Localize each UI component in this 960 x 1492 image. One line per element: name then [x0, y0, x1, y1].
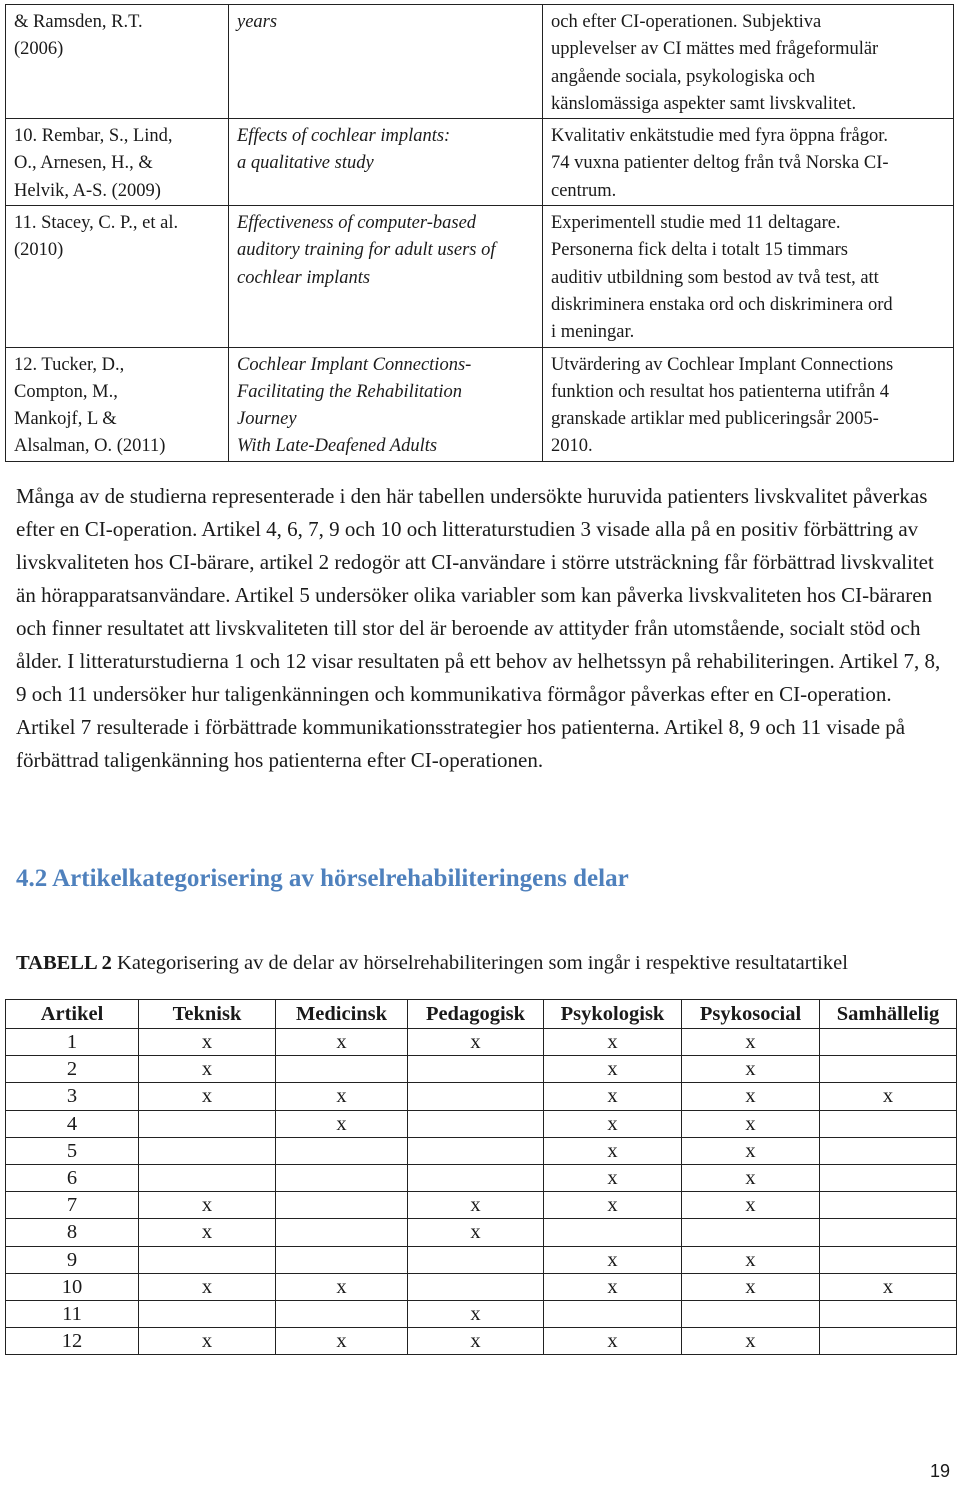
- category-mark-cell: x: [682, 1273, 820, 1300]
- category-mark-cell: x: [682, 1029, 820, 1056]
- category-mark-cell: x: [682, 1056, 820, 1083]
- category-mark-cell: [276, 1056, 408, 1083]
- reference-table: [5, 4, 954, 462]
- title-cell-line: Journey: [237, 409, 297, 430]
- table-row: [6, 1246, 957, 1273]
- method-cell-line: Kvalitativ enkätstudie med fyra öppna frågor.: [551, 126, 889, 147]
- category-table-header-row: [6, 1000, 957, 1029]
- table-row: [6, 1300, 957, 1327]
- category-mark-cell: [820, 1029, 957, 1056]
- article-number-cell: 5: [6, 1137, 139, 1164]
- column-header: Artikel: [6, 1000, 139, 1029]
- author-cell-line: & Ramsden, R.T.: [14, 12, 143, 32]
- category-mark-cell: [408, 1137, 544, 1164]
- category-mark-cell: [139, 1137, 276, 1164]
- category-mark-cell: [408, 1056, 544, 1083]
- method-cell-line: centrum.: [551, 180, 617, 201]
- table-row: [6, 1219, 957, 1246]
- category-mark-cell: [276, 1300, 408, 1327]
- category-mark-cell: [820, 1137, 957, 1164]
- title-cell-line: Effectiveness of computer-based: [237, 213, 477, 234]
- method-cell-line: Experimentell studie med 11 deltagare.: [551, 213, 841, 234]
- category-mark-cell: x: [544, 1056, 682, 1083]
- category-mark-cell: [408, 1110, 544, 1137]
- author-cell-line: Alsalman, O. (2011): [14, 436, 166, 457]
- article-number-cell: 11: [6, 1300, 139, 1327]
- table-row: [6, 1083, 957, 1110]
- author-cell-line: Helvik, A-S. (2009): [14, 180, 161, 201]
- article-number-cell: 9: [6, 1246, 139, 1273]
- article-number-cell: 8: [6, 1219, 139, 1246]
- category-mark-cell: [820, 1300, 957, 1327]
- table-row: [6, 1137, 957, 1164]
- category-mark-cell: x: [276, 1029, 408, 1056]
- category-mark-cell: x: [276, 1083, 408, 1110]
- category-mark-cell: [682, 1219, 820, 1246]
- category-mark-cell: [276, 1164, 408, 1191]
- category-mark-cell: x: [544, 1029, 682, 1056]
- table-caption-text: Kategorisering av de delar av hörselrehabiliteringen som ingår i respektive resultatartikel: [111, 952, 848, 974]
- article-number-cell: 4: [6, 1110, 139, 1137]
- category-mark-cell: x: [544, 1164, 682, 1191]
- author-cell: [6, 119, 229, 206]
- title-cell-line: cochlear implants: [237, 267, 371, 288]
- method-cell-line: angående sociala, psykologiska och: [551, 66, 816, 87]
- category-mark-cell: x: [682, 1192, 820, 1219]
- category-mark-cell: x: [820, 1273, 957, 1300]
- category-mark-cell: x: [820, 1083, 957, 1110]
- category-mark-cell: [276, 1137, 408, 1164]
- title-cell: [229, 119, 543, 206]
- method-cell-line: granskade artiklar med publiceringsår 2005-: [551, 409, 879, 430]
- category-mark-cell: [408, 1083, 544, 1110]
- category-mark-cell: [408, 1273, 544, 1300]
- section-heading: 4.2 Artikelkategorisering av hörselrehabiliteringens delar: [16, 865, 629, 892]
- title-cell-line: With Late-Deafened Adults: [237, 436, 438, 457]
- author-cell: [6, 5, 229, 119]
- category-mark-cell: x: [408, 1192, 544, 1219]
- category-mark-cell: x: [276, 1328, 408, 1355]
- author-cell-line: 10. Rembar, S., Lind,: [14, 126, 173, 147]
- category-table: [5, 999, 957, 1355]
- table-caption: [16, 948, 848, 978]
- category-mark-cell: x: [276, 1273, 408, 1300]
- category-mark-cell: x: [544, 1246, 682, 1273]
- category-mark-cell: x: [276, 1110, 408, 1137]
- author-cell: [6, 206, 229, 347]
- table-row: [6, 1164, 957, 1191]
- table-caption-label: TABELL 2: [16, 952, 112, 974]
- method-cell-line: upplevelser av CI mättes med frågeformulär: [551, 39, 879, 60]
- category-mark-cell: x: [139, 1056, 276, 1083]
- article-number-cell: 10: [6, 1273, 139, 1300]
- title-cell: [229, 206, 543, 347]
- title-cell: [229, 5, 543, 119]
- category-mark-cell: x: [682, 1328, 820, 1355]
- category-mark-cell: x: [682, 1246, 820, 1273]
- category-mark-cell: x: [682, 1164, 820, 1191]
- category-mark-cell: x: [544, 1137, 682, 1164]
- column-header: Medicinsk: [276, 1000, 408, 1029]
- author-cell-line: Compton, M.,: [14, 381, 118, 402]
- article-number-cell: 12: [6, 1328, 139, 1355]
- author-cell-line: O., Arnesen, H., &: [14, 153, 153, 174]
- author-cell-line: 12. Tucker, D.,: [14, 354, 125, 375]
- column-header: Psykologisk: [544, 1000, 682, 1029]
- table-row: [6, 1029, 957, 1056]
- method-cell-line: auditiv utbildning som bestod av två test, att: [551, 267, 879, 288]
- article-number-cell: 2: [6, 1056, 139, 1083]
- article-number-cell: 7: [6, 1192, 139, 1219]
- title-cell-line: auditory training for adult users of: [237, 240, 496, 261]
- category-mark-cell: [544, 1300, 682, 1327]
- category-mark-cell: [139, 1110, 276, 1137]
- category-mark-cell: x: [139, 1273, 276, 1300]
- method-cell-line: 2010.: [551, 436, 593, 457]
- method-cell-line: funktion och resultat hos patienterna utifrån 4: [551, 381, 890, 402]
- article-number-cell: 1: [6, 1029, 139, 1056]
- category-mark-cell: x: [682, 1083, 820, 1110]
- category-mark-cell: x: [408, 1219, 544, 1246]
- category-mark-cell: x: [544, 1273, 682, 1300]
- category-mark-cell: [544, 1219, 682, 1246]
- author-cell-line: 11. Stacey, C. P., et al.: [14, 213, 179, 234]
- category-mark-cell: x: [544, 1192, 682, 1219]
- category-mark-cell: [682, 1300, 820, 1327]
- category-mark-cell: x: [408, 1029, 544, 1056]
- category-mark-cell: [820, 1164, 957, 1191]
- title-cell-line: Effects of cochlear implants:: [237, 126, 451, 147]
- category-mark-cell: x: [408, 1300, 544, 1327]
- category-mark-cell: [408, 1246, 544, 1273]
- method-cell-line: och efter CI-operationen. Subjektiva: [551, 12, 822, 32]
- category-mark-cell: [820, 1246, 957, 1273]
- category-mark-cell: [276, 1219, 408, 1246]
- page-number: 19: [930, 1461, 951, 1481]
- table-row: [6, 1328, 957, 1355]
- column-header: Psykosocial: [682, 1000, 820, 1029]
- category-mark-cell: [820, 1192, 957, 1219]
- category-mark-cell: x: [544, 1083, 682, 1110]
- reference-row: [6, 5, 954, 119]
- category-mark-cell: x: [139, 1219, 276, 1246]
- category-mark-cell: [408, 1164, 544, 1191]
- category-mark-cell: x: [682, 1137, 820, 1164]
- method-cell-line: Utvärdering av Cochlear Implant Connections: [551, 354, 894, 375]
- category-mark-cell: x: [682, 1110, 820, 1137]
- article-number-cell: 3: [6, 1083, 139, 1110]
- category-mark-cell: [139, 1164, 276, 1191]
- category-mark-cell: [139, 1300, 276, 1327]
- category-mark-cell: [139, 1246, 276, 1273]
- method-cell: [543, 5, 954, 119]
- table-row: [6, 1056, 957, 1083]
- category-mark-cell: x: [139, 1192, 276, 1219]
- article-number-cell: 6: [6, 1164, 139, 1191]
- category-mark-cell: [820, 1056, 957, 1083]
- title-cell: [229, 347, 543, 461]
- author-cell-line: Mankojf, L &: [14, 409, 117, 430]
- title-cell-line: years: [237, 12, 278, 32]
- category-mark-cell: x: [139, 1328, 276, 1355]
- method-cell-line: diskriminera enstaka ord och diskriminera ord: [551, 294, 893, 315]
- reference-row: [6, 119, 954, 206]
- method-cell-line: känslomässiga aspekter samt livskvalitet.: [551, 93, 857, 114]
- method-cell-line: Personerna fick delta i totalt 15 timmars: [551, 240, 848, 261]
- column-header: Teknisk: [139, 1000, 276, 1029]
- category-mark-cell: [820, 1219, 957, 1246]
- category-mark-cell: [276, 1192, 408, 1219]
- category-mark-cell: x: [544, 1110, 682, 1137]
- category-mark-cell: x: [139, 1083, 276, 1110]
- table-row: [6, 1273, 957, 1300]
- category-mark-cell: [820, 1328, 957, 1355]
- column-header: Samhällelig: [820, 1000, 957, 1029]
- title-cell-line: Facilitating the Rehabilitation: [237, 381, 463, 402]
- category-mark-cell: x: [139, 1029, 276, 1056]
- reference-row: [6, 347, 954, 461]
- body-paragraph: Många av de studierna representerade i den här tabellen undersökte huruvida patienters livskvalitet påverkas efter en CI-operation. Artikel 4, 6, 7, 9 och 10 och litteraturstudien 3 visade alla på en positiv förbättring av livskvaliteten hos CI-bärare, artikel 2 redogör att CI-användare i större utsträckning får förbättrad livskvalitet än hörapparatsanvändare. Artikel 5 undersöker olika variabler som kan påverka livskvaliteten hos CI-bäraren och finner resultatet att livskvaliteten till stor del är beroende av attityder från utomstående, socialt stöd och ålder. I litteraturstudierna 1 och 12 visar resultaten på ett behov av helhetssyn på rehabiliteringen. Artikel 7, 8, 9 och 11 undersöker hur taligenkänningen och kommunikativa förmågor påverkas efter en CI-operation. Artikel 7 resulterade i förbättrade kommunikationsstrategier hos patienterna. Artikel 8, 9 och 11 visade på förbättrad taligenkänning hos patienterna efter CI-operationen.: [16, 484, 941, 772]
- author-cell: [6, 347, 229, 461]
- category-mark-cell: x: [544, 1328, 682, 1355]
- title-cell-line: a qualitative study: [237, 153, 374, 174]
- method-cell: [543, 206, 954, 347]
- author-cell-line: (2006): [14, 39, 64, 60]
- method-cell-line: 74 vuxna patienter deltog från två Norska CI-: [551, 153, 889, 174]
- reference-row: [6, 206, 954, 347]
- table-row: [6, 1192, 957, 1219]
- category-mark-cell: x: [408, 1328, 544, 1355]
- title-cell-line: Cochlear Implant Connections-: [237, 354, 472, 375]
- method-cell: [543, 347, 954, 461]
- author-cell-line: (2010): [14, 240, 64, 261]
- method-cell-line: i meningar.: [551, 322, 635, 343]
- category-mark-cell: [820, 1110, 957, 1137]
- column-header: Pedagogisk: [408, 1000, 544, 1029]
- method-cell: [543, 119, 954, 206]
- table-row: [6, 1110, 957, 1137]
- category-mark-cell: [276, 1246, 408, 1273]
